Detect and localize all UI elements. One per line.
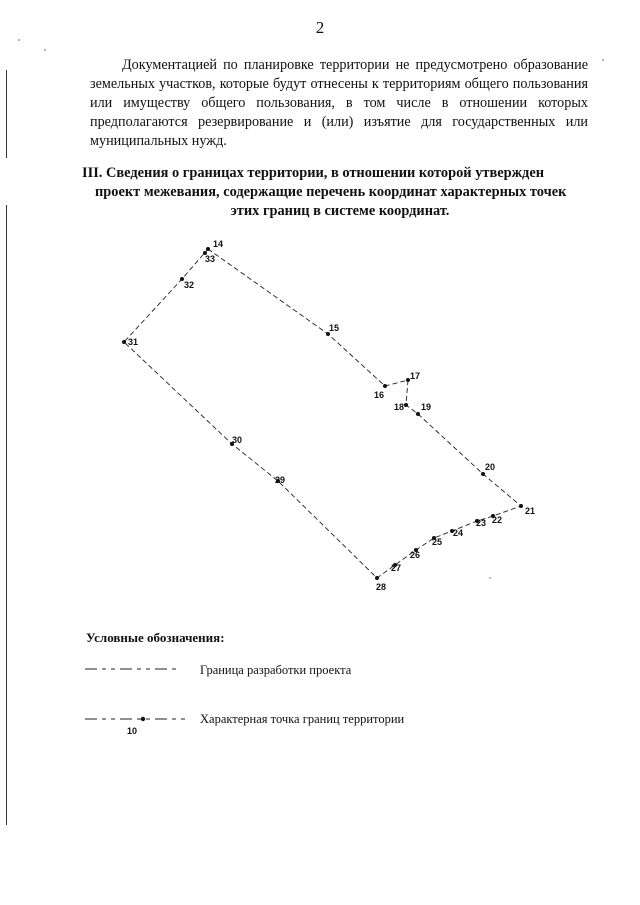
point-label: 27	[391, 563, 402, 573]
scan-dot	[602, 59, 604, 61]
point-label: 17	[410, 371, 421, 381]
legend-point-line-icon	[85, 711, 189, 739]
point-label: 25	[432, 537, 443, 547]
legend-dashed-line-icon	[85, 662, 185, 676]
boundary-point	[122, 340, 126, 344]
legend-item-boundary	[85, 662, 185, 681]
boundary-point-labels	[128, 239, 535, 592]
point-label: 29	[275, 475, 286, 485]
body-paragraph: Документацией по планировке территории не предусмотрено образование земельных участков, которые будут отнесены к территориям общего пользования или имуществу общего пользования, в том числе в отношении которых предполагаются резервирование и (или) изъятие для государственных или муниципальных нужд.	[90, 57, 588, 149]
point-label: 18	[394, 402, 405, 412]
legend-title: Условные обозначения:	[86, 630, 225, 645]
point-label: 15	[329, 323, 340, 333]
point-label: 31	[128, 337, 139, 347]
legend-label-point: Характерная точка границ территории	[200, 712, 405, 726]
scan-dot	[489, 577, 490, 578]
left-margin-line	[6, 205, 7, 825]
boundary-point	[206, 247, 210, 251]
point-label: 24	[453, 528, 464, 538]
point-label: 32	[184, 280, 195, 290]
point-label: 33	[205, 254, 216, 264]
point-label: 14	[213, 239, 224, 249]
point-label: 26	[410, 550, 421, 560]
point-label: 30	[232, 435, 243, 445]
point-label: 16	[374, 390, 385, 400]
legend-point-label: 10	[127, 726, 138, 736]
boundary-point	[375, 576, 379, 580]
boundary-point	[481, 472, 485, 476]
point-label: 23	[476, 518, 487, 528]
section-heading-line-1: III. Сведения о границах территории, в отношении которой утвержден	[82, 165, 545, 181]
point-label: 28	[376, 582, 387, 592]
legend-label-boundary: Граница разработки проекта	[200, 663, 352, 677]
legend-item-point	[85, 711, 189, 744]
boundary-point	[404, 403, 408, 407]
left-margin-line	[6, 70, 7, 158]
section-heading-line-2: проект межевания, содержащие перечень координат характерных точек	[95, 184, 567, 200]
boundary-point	[383, 384, 387, 388]
point-label: 20	[485, 462, 496, 472]
legend-point-dot	[141, 717, 145, 721]
point-label: 22	[492, 515, 503, 525]
boundary-point	[519, 504, 523, 508]
point-label: 21	[525, 506, 536, 516]
page-number: 2	[315, 18, 325, 37]
point-label: 19	[421, 402, 432, 412]
boundary-point	[416, 412, 420, 416]
scan-artifacts	[18, 39, 604, 579]
scan-dot	[44, 49, 46, 51]
section-heading-line-3: этих границ в системе координат.	[230, 203, 450, 219]
scan-dot	[18, 39, 20, 41]
